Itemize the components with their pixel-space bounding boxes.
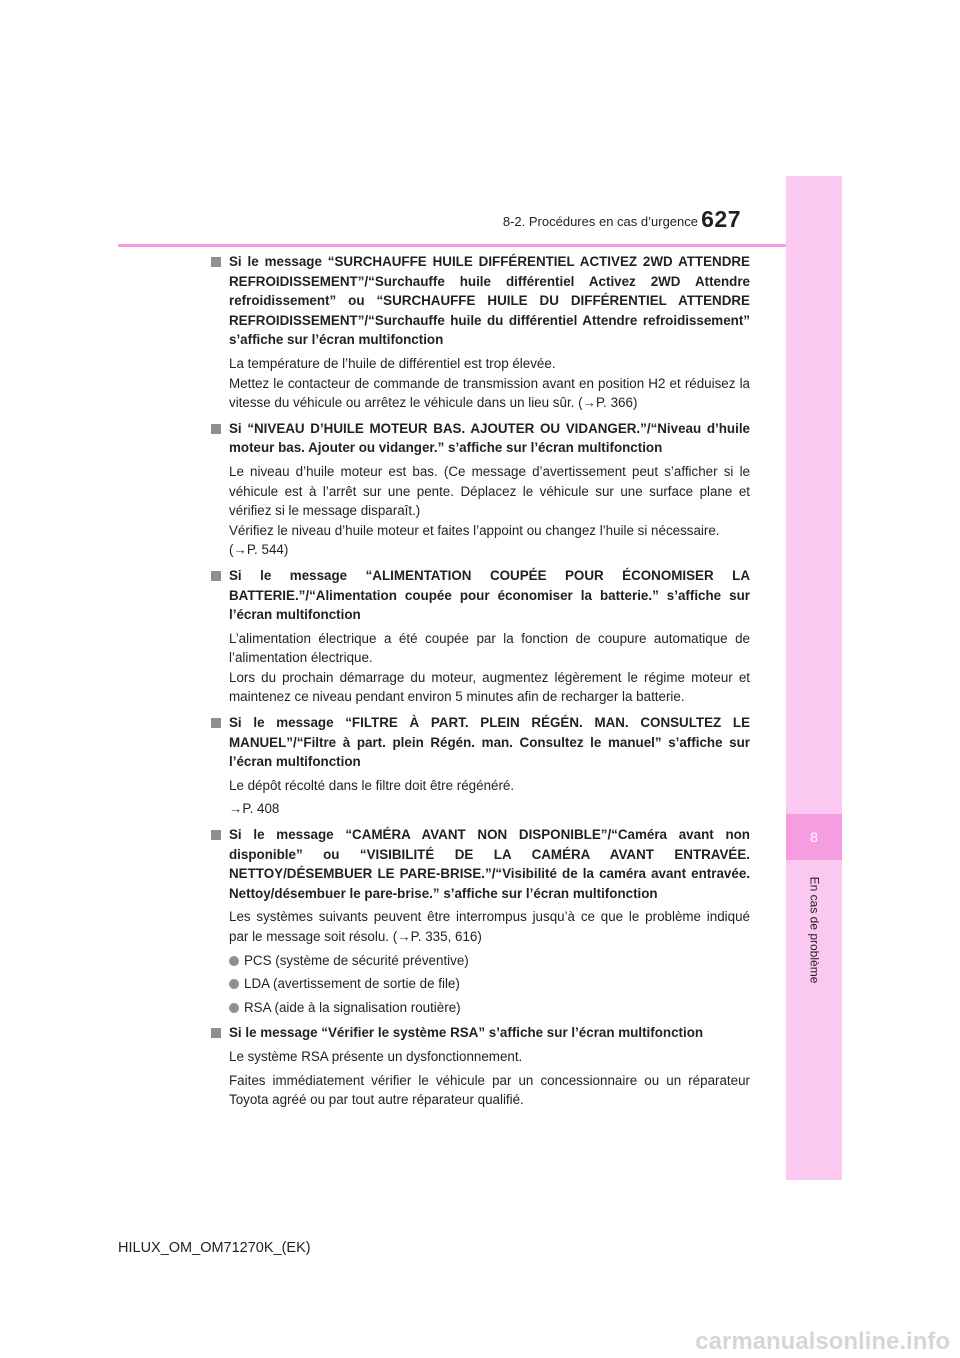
entry xyxy=(210,713,750,819)
list-item-text: RSA (aide à la signalisation routière) xyxy=(244,999,461,1015)
entry xyxy=(210,252,750,413)
list-item-text: LDA (avertissement de sortie de file) xyxy=(244,976,460,992)
square-bullet-icon xyxy=(211,424,221,434)
entry-heading-text: Si le message “FILTRE À PART. PLEIN RÉGÉN. MAN. CONSULTEZ LE MANUEL”/“Filtre à part. plein Régén. man. Consultez le manuel” s’affiche sur l’écran multifonction xyxy=(229,715,750,770)
entry xyxy=(210,566,750,707)
entry-paragraph: Le dépôt récolté dans le filtre doit être régénéré. xyxy=(229,777,515,793)
chapter-title-text: En cas de problème xyxy=(807,876,822,984)
round-bullet-icon xyxy=(229,979,239,989)
chapter-title-vertical xyxy=(786,860,842,1000)
entry-heading-text: Si “NIVEAU D’HUILE MOTEUR BAS. AJOUTER OU VIDANGER.”/“Niveau d’huile moteur bas. Ajouter ou vidanger.” s’affiche sur l’écran multifonction xyxy=(229,420,750,456)
entry-heading xyxy=(210,1023,750,1043)
watermark-logo: carmanualsonline.info xyxy=(695,1328,950,1355)
square-bullet-icon xyxy=(211,718,221,728)
entry-paragraph: Faites immédiatement vérifier le véhicule par un concessionnaire ou un réparateur Toyota agréé ou par tout autre réparateur qualifié. xyxy=(229,1072,750,1108)
entry-heading-text: Si le message “CAMÉRA AVANT NON DISPONIBLE”/“Caméra avant non disponible” ou “VISIBILITÉ DE LA CAMÉRA AVANT ENTRAVÉE. NETTOY/DÉSEMBUER LE PARE-BRISE.”/“Visibilité de la caméra avant entravée. Nettoy/désembuer le pare-brise.” s’affiche sur l’écran multifonction xyxy=(229,827,750,901)
square-bullet-icon xyxy=(211,571,221,581)
entry-paragraph: Le niveau d’huile moteur est bas. (Ce message d’avertissement peut s’afficher si le véhicule est à l’arrêt sur une pente. Déplacez le véhicule sur une surface plane et vérifiez si le message disparaît.) Vérifiez le niveau d’huile moteur et faites l’appoint ou changez l’huile si nécessaire. (→P. 544) xyxy=(229,463,750,558)
entry-paragraph: →P. 408 xyxy=(229,801,280,817)
list-item-text: PCS (système de sécurité préventive) xyxy=(244,952,469,968)
page-number: 627 xyxy=(701,206,741,232)
entry-heading xyxy=(210,825,750,903)
square-bullet-icon xyxy=(211,830,221,840)
chapter-side-tab xyxy=(786,176,842,1180)
entry xyxy=(210,419,750,560)
entry-heading-text: Si le message “SURCHAUFFE HUILE DIFFÉRENTIEL ACTIVEZ 2WD ATTENDRE REFROIDISSEMENT”/“Surchauffe huile différentiel Activez 2WD Attendre refroidissement” ou “SURCHAUFFE HUILE DU DIFFÉRENTIEL ATTENDRE REFROIDISSEMENT”/“Surchauffe huile du différentiel Attendre refroidissement” s’affiche sur l’écran multifonction xyxy=(229,254,750,348)
square-bullet-icon xyxy=(211,257,221,267)
entry-paragraph: L’alimentation électrique a été coupée par la fonction de coupure automatique de l’alimentation électrique. Lors du prochain démarrage du moteur, augmentez légèrement le régime moteur et maintenez ce niveau pendant environ 5 minutes afin de recharger la batterie. xyxy=(229,630,750,705)
round-bullet-icon xyxy=(229,956,239,966)
entry xyxy=(210,825,750,1017)
entry xyxy=(210,1023,750,1109)
entry-paragraph: La température de l’huile de différentiel est trop élevée. Mettez le contacteur de commande de transmission avant en position H2 et réduisez la vitesse du véhicule ou arrêtez le véhicule dans un lieu sûr. (→P. 366) xyxy=(229,355,750,411)
page-content xyxy=(210,252,750,1116)
document-code: HILUX_OM_OM71270K_(EK) xyxy=(118,1240,311,1256)
list-item xyxy=(210,998,750,1018)
list-item xyxy=(210,951,750,971)
chapter-number-badge: 8 xyxy=(786,814,842,860)
list-item xyxy=(210,974,750,994)
section-title: 8-2. Procédures en cas d’urgence xyxy=(502,214,698,229)
entry-heading-text: Si le message “Vérifier le système RSA” s’affiche sur l’écran multifonction xyxy=(229,1025,704,1041)
entry-heading-text: Si le message “ALIMENTATION COUPÉE POUR ÉCONOMISER LA BATTERIE.”/“Alimentation coupée pour économiser la batterie.” s’affiche sur l’écran multifonction xyxy=(229,567,750,623)
entry-heading xyxy=(210,566,750,625)
square-bullet-icon xyxy=(211,1028,221,1038)
header-divider xyxy=(118,244,786,247)
entry-heading xyxy=(210,713,750,772)
entry-heading xyxy=(210,419,750,458)
entry-paragraph: Le système RSA présente un dysfonctionnement. xyxy=(229,1048,523,1064)
entry-paragraph: Les systèmes suivants peuvent être interrompus jusqu’à ce que le problème indiqué par le message soit résolu. (→P. 335, 616) xyxy=(229,909,750,944)
round-bullet-icon xyxy=(229,1003,239,1013)
entry-heading xyxy=(210,252,750,350)
